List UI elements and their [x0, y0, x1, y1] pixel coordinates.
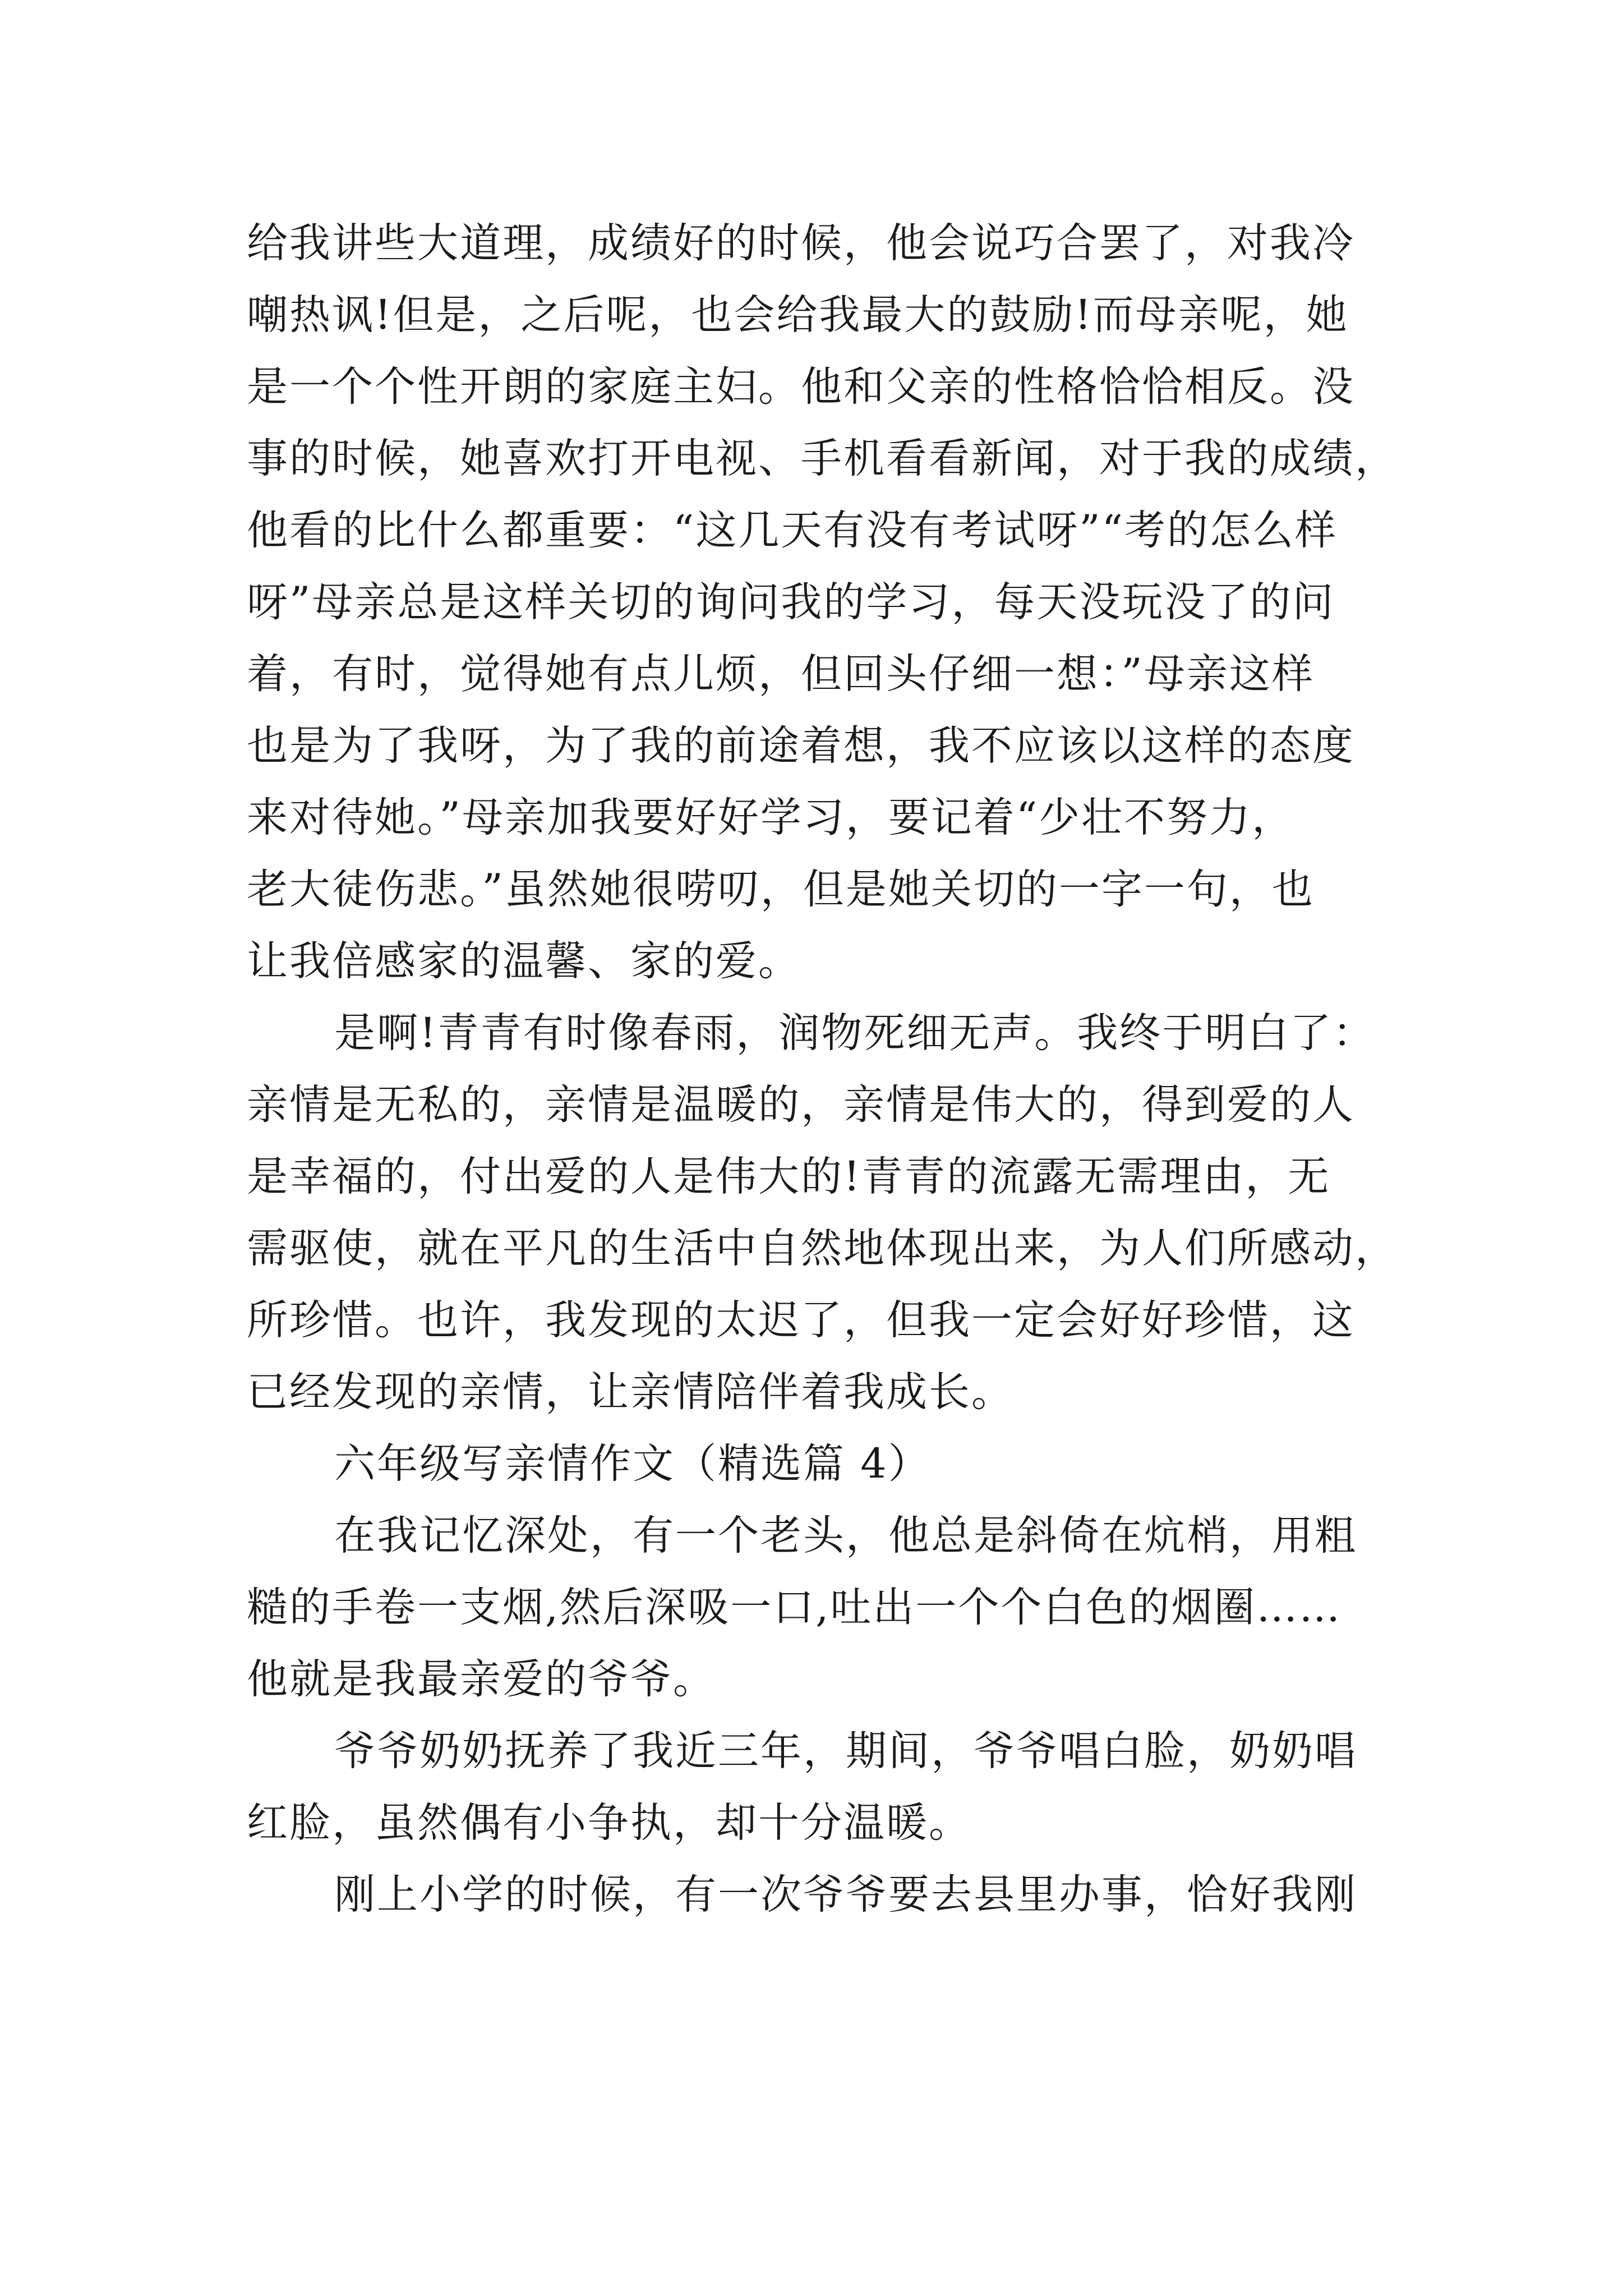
- text-line: 也是为了我呀，为了我的前途着想，我不应该以这样的态度: [247, 722, 1355, 770]
- text-line: 亲情是无私的，亲情是温暖的，亲情是伟大的，得到爱的人: [247, 1081, 1355, 1129]
- text-line: 红脸，虽然偶有小争执，却十分温暖。: [247, 1799, 971, 1847]
- text-line: 需驱使，就在平凡的生活中自然地体现出来，为人们所感动，: [247, 1225, 1398, 1272]
- text-line: 来对待她。”母亲加我要好好学习，要记着“少壮不努力，: [247, 794, 1295, 841]
- text-line: 嘲热讽!但是，之后呢，也会给我最大的鼓励!而母亲呢，她: [247, 291, 1349, 339]
- text-line: 给我讲些大道理，成绩好的时候，他会说巧合罢了，对我冷: [247, 219, 1355, 267]
- section-heading: 六年级写亲情作文（精选篇 4）: [334, 1440, 931, 1488]
- text-line: 事的时候，她喜欢打开电视、手机看看新闻，对于我的成绩，: [247, 435, 1398, 482]
- text-line: 已经发现的亲情，让亲情陪伴着我成长。: [247, 1368, 1014, 1416]
- text-line: 爷爷奶奶抚养了我近三年，期间，爷爷唱白脸，奶奶唱: [334, 1727, 1357, 1775]
- text-line: 刚上小学的时候，有一次爷爷要去县里办事，恰好我刚: [334, 1871, 1357, 1918]
- text-line: 糙的手卷一支烟,然后深吸一口,吐出一个个白色的烟圈……: [247, 1584, 1342, 1631]
- text-line: 让我倍感家的温馨、家的爱。: [247, 937, 801, 985]
- text-line: 着，有时，觉得她有点儿烦，但回头仔细一想：”母亲这样: [247, 650, 1315, 698]
- text-line: 他看的比什么都重要：“这几天有没有考试呀”“考的怎么样: [247, 507, 1338, 554]
- text-line: 所珍惜。也许，我发现的太迟了，但我一定会好好珍惜，这: [247, 1296, 1355, 1344]
- text-line: 他就是我最亲爱的爷爷。: [247, 1655, 716, 1703]
- text-line: 是啊!青青有时像春雨，润物死细无声。我终于明白了：: [334, 1009, 1376, 1057]
- text-line: 在我记忆深处，有一个老头，他总是斜倚在炕梢，用粗: [334, 1512, 1357, 1559]
- text-line: 老大徒伤悲。”虽然她很唠叨，但是她关切的一字一句，也: [247, 866, 1315, 913]
- text-line: 是幸福的，付出爱的人是伟大的!青青的流露无需理由，无: [247, 1153, 1331, 1200]
- text-line: 呀”母亲总是这样关切的询问我的学习，每天没玩没了的问: [247, 578, 1335, 626]
- text-line: 是一个个性开朗的家庭主妇。他和父亲的性格恰恰相反。没: [247, 363, 1355, 411]
